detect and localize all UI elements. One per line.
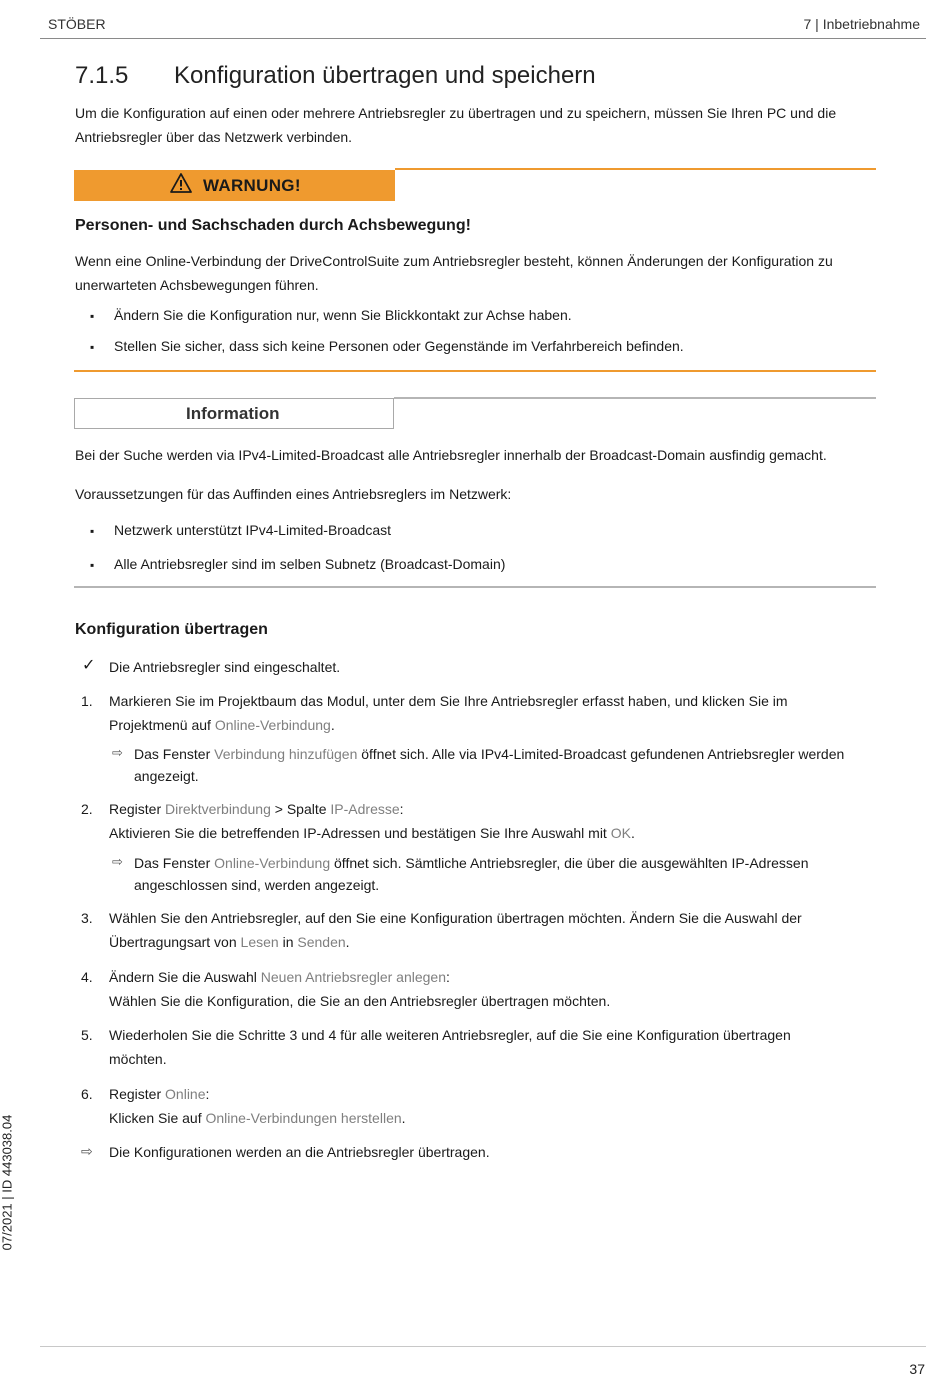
step-number: 2. bbox=[81, 801, 93, 817]
step-2-result: Das Fenster Online-Verbindung öffnet sich. Sämtliche Antriebsregler, die über die ausgewählten IP-Adressen bbox=[134, 855, 809, 871]
final-result: Die Konfigurationen werden an die Antriebsregler übertragen. bbox=[109, 1144, 490, 1160]
bullet-square-icon: ▪ bbox=[90, 524, 95, 538]
warning-bullet-2: Stellen Sie sicher, dass sich keine Personen oder Gegenstände im Verfahrbereich befinden. bbox=[114, 338, 684, 354]
step-number: 4. bbox=[81, 969, 93, 985]
warning-bottom-rule bbox=[74, 370, 876, 372]
step-3-line-2: Übertragungsart von Lesen in Senden. bbox=[109, 934, 350, 950]
step-1-result: Das Fenster Verbindung hinzufügen öffnet sich. Alle via IPv4-Limited-Broadcast gefundenen Antriebsregler werden bbox=[134, 746, 845, 762]
step-1-result-line-2: angezeigt. bbox=[134, 768, 199, 784]
step-2-result-line-2: angeschlossen sind, werden angezeigt. bbox=[134, 877, 380, 893]
step-4-line-2: Wählen Sie die Konfiguration, die Sie an den Antriebsregler übertragen möchten. bbox=[109, 993, 611, 1009]
section-title: Konfiguration übertragen und speichern bbox=[174, 62, 596, 89]
warning-bullet-1: Ändern Sie die Konfiguration nur, wenn Sie Blickkontakt zur Achse haben. bbox=[114, 307, 572, 323]
step-1-line-2: Projektmenü auf Online-Verbindung. bbox=[109, 717, 335, 733]
ui-reference: Online-Verbindungen herstellen bbox=[205, 1110, 402, 1126]
step-number: 3. bbox=[81, 910, 93, 926]
result-arrow-icon: ⇨ bbox=[81, 1143, 93, 1159]
step-number: 6. bbox=[81, 1086, 93, 1102]
ui-reference: Online-Verbindung bbox=[214, 717, 331, 733]
step-5-line-2: möchten. bbox=[109, 1051, 167, 1067]
bullet-square-icon: ▪ bbox=[90, 309, 95, 323]
header-brand: STÖBER bbox=[48, 16, 106, 32]
ui-reference: OK bbox=[610, 825, 631, 841]
ui-reference: IP-Adresse bbox=[330, 801, 400, 817]
result-arrow-icon: ⇨ bbox=[112, 745, 123, 760]
intro-paragraph: Um die Konfiguration auf einen oder mehrere Antriebsregler zu übertragen und zu speichern, müssen Sie Ihren PC und die Antriebsregler über das Netzwerk verbinden. bbox=[75, 105, 837, 145]
ui-reference: Senden bbox=[297, 934, 346, 950]
ui-reference: Online bbox=[165, 1086, 206, 1102]
info-bottom-rule bbox=[74, 586, 876, 588]
ui-reference: Online-Verbindung bbox=[214, 855, 331, 871]
step-number: 5. bbox=[81, 1027, 93, 1043]
bullet-square-icon: ▪ bbox=[90, 558, 95, 572]
warning-triangle-icon bbox=[170, 173, 192, 193]
footer-divider bbox=[40, 1346, 926, 1347]
precondition-text: Die Antriebsregler sind eingeschaltet. bbox=[109, 659, 341, 675]
step-6-line-2: Klicken Sie auf Online-Verbindungen herstellen. bbox=[109, 1110, 406, 1126]
warning-heading: Personen- und Sachschaden durch Achsbewegung! bbox=[75, 217, 471, 234]
procedure-heading: Konfiguration übertragen bbox=[75, 621, 268, 638]
bullet-square-icon: ▪ bbox=[90, 340, 95, 354]
information-text-1: Bei der Suche werden via IPv4-Limited-Broadcast alle Antriebsregler innerhalb der Broadcast-Domain ausfindig gemacht. bbox=[75, 447, 827, 463]
ui-reference: Verbindung hinzufügen bbox=[214, 746, 358, 762]
information-text-2: Voraussetzungen für das Auffinden eines Antriebsreglers im Netzwerk: bbox=[75, 486, 512, 502]
page-number: 37 bbox=[909, 1361, 925, 1377]
step-6-line-1: Register Online: bbox=[109, 1086, 210, 1102]
document-id-side-text: 07/2021 | ID 443038.04 bbox=[0, 1114, 15, 1251]
step-number: 1. bbox=[81, 693, 93, 709]
warning-text: Wenn eine Online-Verbindung der DriveControlSuite zum Antriebsregler besteht, können Änderungen der Konfiguration zu unerwarteten Achsbewegungen führen. bbox=[75, 253, 833, 293]
ui-reference: Lesen bbox=[240, 934, 279, 950]
header-chapter: 7 | Inbetriebnahme bbox=[803, 16, 920, 32]
step-1-line-1: Markieren Sie im Projektbaum das Modul, unter dem Sie Ihre Antriebsregler erfasst haben, und klicken Sie im bbox=[109, 693, 788, 709]
checkmark-icon: ✓ bbox=[82, 657, 96, 674]
warning-top-rule bbox=[395, 168, 876, 170]
warning-label: WARNUNG! bbox=[203, 176, 301, 195]
ui-reference: Direktverbindung bbox=[165, 801, 271, 817]
step-3-line-1: Wählen Sie den Antriebsregler, auf den Sie eine Konfiguration übertragen möchten. Ändern Sie die Auswahl der bbox=[109, 910, 802, 926]
information-bullet-1: Netzwerk unterstützt IPv4-Limited-Broadcast bbox=[114, 522, 391, 538]
info-top-rule bbox=[394, 397, 876, 399]
header-divider bbox=[40, 38, 926, 39]
information-label: Information bbox=[186, 404, 280, 423]
step-4-line-1: Ändern Sie die Auswahl Neuen Antriebsregler anlegen: bbox=[109, 969, 450, 985]
step-2-line-1: Register Direktverbindung > Spalte IP-Adresse: bbox=[109, 801, 404, 817]
step-5-line-1: Wiederholen Sie die Schritte 3 und 4 für alle weiteren Antriebsregler, auf die Sie eine Konfiguration übertragen bbox=[109, 1027, 791, 1043]
result-arrow-icon: ⇨ bbox=[112, 854, 123, 869]
information-bullet-2: Alle Antriebsregler sind im selben Subnetz (Broadcast-Domain) bbox=[114, 556, 506, 572]
section-number: 7.1.5 bbox=[75, 62, 129, 89]
ui-reference: Neuen Antriebsregler anlegen bbox=[260, 969, 447, 985]
step-2-line-2: Aktivieren Sie die betreffenden IP-Adressen und bestätigen Sie Ihre Auswahl mit OK. bbox=[109, 825, 635, 841]
